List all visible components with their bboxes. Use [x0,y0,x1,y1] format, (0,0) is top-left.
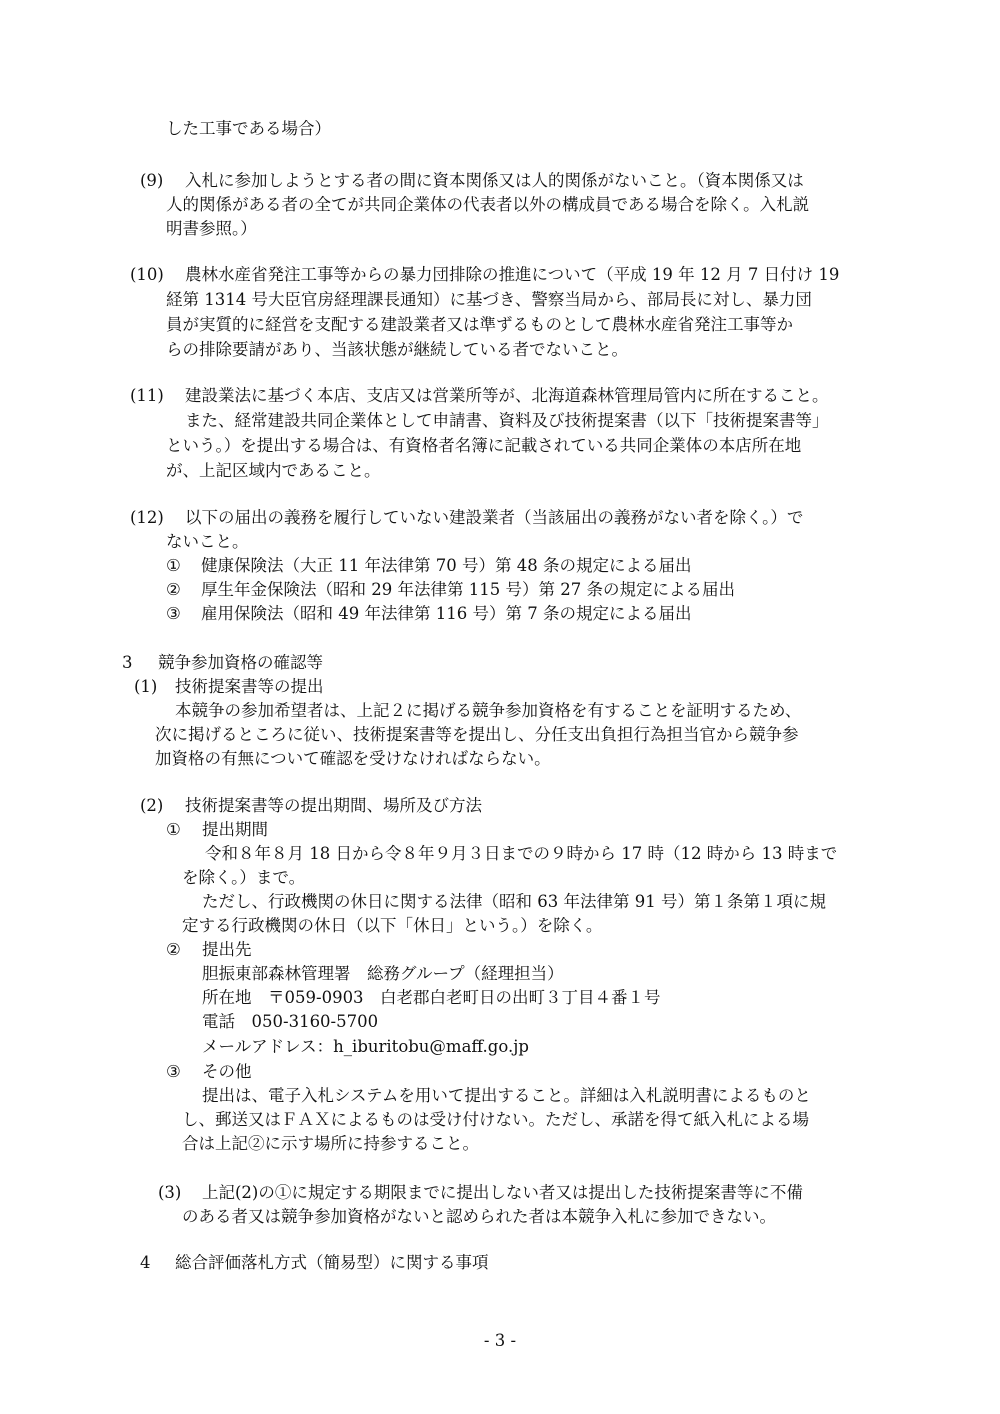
item-9-number: (9) [140,171,164,190]
section-3-sub-1-line-3: 加資格の有無について確認を受けなければならない。 [155,749,551,768]
section-3-sub-1-title: 技術提案書等の提出 [175,677,324,696]
destination-label: 提出先 [202,940,252,959]
period-line-2: を除く。）まで。 [182,868,306,887]
other-mark: ③ [166,1062,181,1081]
item-9-line-2: 人的関係がある者の全てが共同企業体の代表者以外の構成員である場合を除く。入札説 [166,195,810,214]
section-3-sub-2-title: 技術提案書等の提出期間、場所及び方法 [185,796,482,815]
other-line-1: 提出は、電子入札システムを用いて提出すること。詳細は入札説明書によるものと [202,1086,811,1105]
period-line-3: ただし、行政機関の休日に関する法律（昭和 63 年法律第 91 号）第１条第１項に規 [202,892,826,911]
item-11-line-2: また、経常建設共同企業体として申請書、資料及び技術提案書（以下「技術提案書等」 [185,411,829,430]
item8-tail: した工事である場合） [166,119,331,138]
item-12-sub-3-mark: ③ [166,604,181,623]
section-4-number: 4 [140,1253,151,1272]
item-12-line-2: ないこと。 [166,532,249,551]
destination-office: 胆振東部森林管理署 総務グループ（経理担当） [202,964,564,983]
item-12-sub-2-text: 厚生年金保険法（昭和 29 年法律第 115 号）第 27 条の規定による届出 [201,580,735,599]
other-line-3: 合は上記②に示す場所に持参すること。 [182,1134,479,1153]
section-3-sub-1-line-1: 本競争の参加希望者は、上記２に掲げる競争参加資格を有することを証明するため、 [175,701,802,720]
period-line-4: 定する行政機関の休日（以下「休日」という。）を除く。 [182,916,603,935]
item-10-line-4: らの排除要請があり、当該状態が継続している者でないこと。 [166,340,628,359]
period-label: 提出期間 [202,820,268,839]
item-11-line-4: が、上記区域内であること。 [166,461,381,480]
other-line-2: し、郵送又はＦＡＸによるものは受け付けない。ただし、承諾を得て紙入札による場 [182,1110,809,1129]
item-12-sub-1-text: 健康保険法（大正 11 年法律第 70 号）第 48 条の規定による届出 [201,556,692,575]
item-10-line-3: 員が実質的に経営を支配する建設業者又は準ずるものとして農林水産省発注工事等か [166,315,793,334]
section-3-sub-1-line-2: 次に掲げるところに従い、技術提案書等を提出し、分任支出負担行為担当官から競争参 [155,725,799,744]
item-12-number: (12) [130,508,164,527]
item-12-sub-2-mark: ② [166,580,181,599]
item-11-number: (11) [130,386,164,405]
page-number: - 3 - [483,1331,517,1350]
item-10-number: (10) [130,265,164,284]
section-3-sub-1-number: (1) [134,677,158,696]
item-11-line-3: という。）を提出する場合は、有資格者名簿に記載されている共同企業体の本店所在地 [166,436,802,455]
section-3-number: 3 [122,653,133,672]
destination-email: メールアドレス：h_iburitobu@maff.go.jp [202,1037,529,1056]
period-mark: ① [166,820,181,839]
item-10-line-1: 農林水産省発注工事等からの暴力団排除の推進について（平成 19 年 12 月 7 日付け 19 [185,265,840,284]
item-11-line-1: 建設業法に基づく本店、支店又は営業所等が、北海道森林管理局管内に所在すること。 [185,386,829,405]
section-3-sub-2-number: (2) [140,796,164,815]
item-10-line-2: 経第 1314 号大臣官房経理課長通知）に基づき、警察当局から、部局長に対し、暴力団 [166,290,812,309]
item-12-line-1: 以下の届出の義務を履行していない建設業者（当該届出の義務がない者を除く。）で [185,508,804,527]
item-12-sub-3-text: 雇用保険法（昭和 49 年法律第 116 号）第 7 条の規定による届出 [201,604,692,623]
section-3-sub-3-line-1: 上記(2)の①に規定する期限までに提出しない者又は提出した技術提案書等に不備 [202,1183,803,1202]
item-9-line-1: 入札に参加しようとする者の間に資本関係又は人的関係がないこと。（資本関係又は [185,171,804,190]
section-3-sub-3-line-2: のある者又は競争参加資格がないと認められた者は本競争入札に参加できない。 [182,1207,776,1226]
section-4-title: 総合評価落札方式（簡易型）に関する事項 [175,1253,489,1272]
destination-mark: ② [166,940,181,959]
item-12-sub-1-mark: ① [166,556,181,575]
item-9-line-3: 明書参照。） [166,219,257,238]
destination-phone: 電話 050-3160-5700 [202,1012,379,1031]
period-line-1: 令和８年８月 18 日から令８年９月３日までの９時から 17 時（12 時から 13 時まで [205,844,838,863]
section-3-sub-3-number: (3) [158,1183,182,1202]
destination-address: 所在地 〒059-0903 白老郡白老町日の出町３丁目４番１号 [202,988,661,1007]
other-label: その他 [202,1062,252,1081]
section-3-title: 競争参加資格の確認等 [158,653,323,672]
